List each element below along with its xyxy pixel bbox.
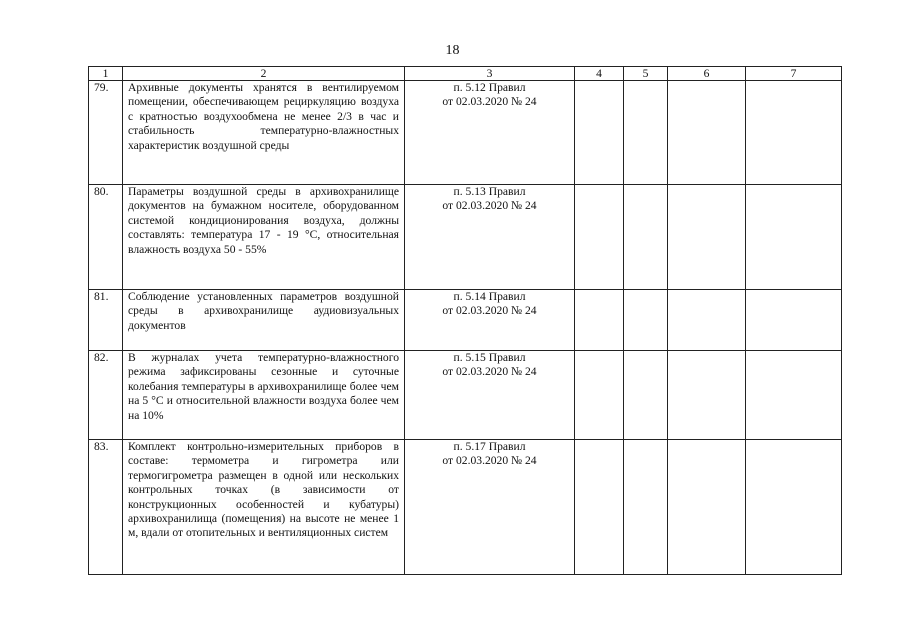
row-number: 80. [89,185,123,290]
empty-cell [575,290,624,351]
reference-clause: п. 5.14 Правил [453,290,526,303]
reference-clause: п. 5.17 Правил [453,440,526,453]
empty-cell [668,440,746,575]
table-row [89,351,842,440]
column-header: 3 [405,67,575,81]
column-header: 4 [575,67,624,81]
reference-clause: п. 5.12 Правил [453,81,526,94]
empty-cell [575,81,624,185]
reference-act: от 02.03.2020 № 24 [442,454,537,468]
requirement-text: Комплект контрольно-измерительных приборов в составе: термометра и гигрометра или термогигрометра размещен в одной или нескольких контрольных точках (в зависимости от конструкционных особенностей и кубатуры) архивохранилища (помещения) на высоте не менее 1 м, вдали от отопительных и вентиляционных систем [123,440,405,575]
empty-cell [668,185,746,290]
legal-reference [405,290,575,351]
row-number: 79. [89,81,123,185]
empty-cell [668,290,746,351]
empty-cell [746,185,842,290]
empty-cell [624,351,668,440]
checklist-table [88,66,842,575]
reference-act: от 02.03.2020 № 24 [442,304,537,318]
table-row [89,290,842,351]
legal-reference [405,440,575,575]
table-row [89,440,842,575]
empty-cell [575,440,624,575]
reference-clause: п. 5.13 Правил [453,185,526,198]
empty-cell [746,440,842,575]
reference-act: от 02.03.2020 № 24 [442,365,537,379]
page-number: 18 [445,43,460,58]
empty-cell [624,440,668,575]
empty-cell [575,351,624,440]
column-header: 5 [624,67,668,81]
empty-cell [575,185,624,290]
requirement-text: В журналах учета температурно-влажностного режима зафиксированы сезонные и суточные колебания температуры в архивохранилище более чем на 5 °С и относительной влажности воздуха более чем на 10% [123,351,405,440]
empty-cell [624,290,668,351]
reference-act: от 02.03.2020 № 24 [442,199,537,213]
legal-reference [405,351,575,440]
empty-cell [746,290,842,351]
empty-cell [668,351,746,440]
legal-reference [405,185,575,290]
column-header: 1 [89,67,123,81]
reference-clause: п. 5.15 Правил [453,351,526,364]
legal-reference [405,81,575,185]
requirement-text: Соблюдение установленных параметров воздушной среды в архивохранилище аудиовизуальных документов [123,290,405,351]
row-number: 83. [89,440,123,575]
empty-cell [624,81,668,185]
row-number: 82. [89,351,123,440]
empty-cell [668,81,746,185]
empty-cell [746,351,842,440]
table-row [89,185,842,290]
requirement-text: Параметры воздушной среды в архивохранилище документов на бумажном носителе, оборудованном системой кондиционирования воздуха, должны составлять: температура 17 - 19 °С, относительная влажность воздуха 50 - 55% [123,185,405,290]
reference-act: от 02.03.2020 № 24 [442,95,537,109]
column-header-row [89,67,842,81]
row-number: 81. [89,290,123,351]
empty-cell [746,81,842,185]
empty-cell [624,185,668,290]
column-header: 7 [746,67,842,81]
column-header: 6 [668,67,746,81]
requirement-text: Архивные документы хранятся в вентилируемом помещении, обеспечивающем рециркуляцию воздуха с кратностью воздухообмена не менее 2/3 в час и стабильность температурно-влажностных характеристик воздушной среды [123,81,405,185]
table-row [89,81,842,185]
column-header: 2 [123,67,405,81]
